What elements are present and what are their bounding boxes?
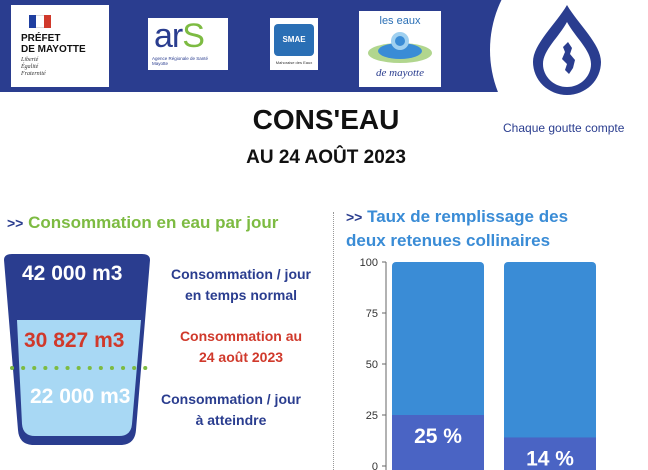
- y-tick-label: 75: [365, 308, 378, 320]
- reservoir-heading: [346, 205, 568, 252]
- ars-subtitle: Agence Régionale de Santé Mayotte: [152, 56, 209, 66]
- consumption-heading: [7, 211, 278, 235]
- prefet-motto: Liberté Égalité Fraternité: [21, 57, 46, 77]
- reservoir-heading-line2: deux retenues collinaires: [346, 231, 551, 250]
- eaux-logo-line2: de mayotte: [376, 67, 424, 79]
- smae-logo: [270, 18, 318, 70]
- ars-wordmark: arS: [154, 17, 204, 55]
- eaux-de-mayotte-logo: [359, 11, 441, 87]
- tagline: Chaque goutte compte: [503, 121, 625, 135]
- french-flag-icon: [29, 15, 51, 28]
- water-splash-icon: [359, 27, 441, 67]
- double-chevron-icon: >>: [7, 215, 24, 231]
- consumption-normal-value: 42 000 m3: [22, 262, 123, 285]
- water-drop-icon: [528, 2, 606, 98]
- prefet-title: PRÉFET DE MAYOTTE: [21, 33, 86, 55]
- consumption-target-value: 22 000 m3: [30, 385, 131, 408]
- eaux-logo-line1: les eaux: [379, 15, 421, 27]
- y-tick-label: 50: [365, 359, 378, 371]
- reservoir-heading-line1: Taux de remplissage des: [367, 207, 569, 226]
- y-tick-label: 0: [371, 461, 378, 470]
- page-subtitle-date: AU 24 AOÛT 2023: [246, 147, 406, 168]
- prefet-logo: [11, 5, 109, 87]
- bar-value-label: 14 %: [526, 447, 574, 470]
- page-title: CONS'EAU: [252, 104, 400, 135]
- double-chevron-icon: >>: [346, 209, 363, 225]
- consumption-current-label: Consommation au 24 août 2023: [179, 328, 303, 365]
- bar-value-label: 25 %: [414, 425, 462, 448]
- section-divider: [333, 212, 334, 470]
- smae-emblem: SMAE: [274, 24, 314, 56]
- consumption-normal-label: Consommation / jour en temps normal: [171, 266, 311, 303]
- smae-subtitle: Mahoraise des Eaux: [275, 60, 313, 65]
- y-tick-label: 100: [359, 257, 378, 269]
- reservoir-fill-chart: [338, 252, 638, 470]
- consumption-current-value: 30 827 m3: [24, 329, 125, 352]
- ars-logo: [148, 18, 228, 70]
- y-tick-label: 25: [365, 410, 378, 422]
- consumption-heading-text: Consommation en eau par jour: [28, 213, 279, 232]
- consumption-target-label: Consommation / jour à atteindre: [161, 391, 301, 428]
